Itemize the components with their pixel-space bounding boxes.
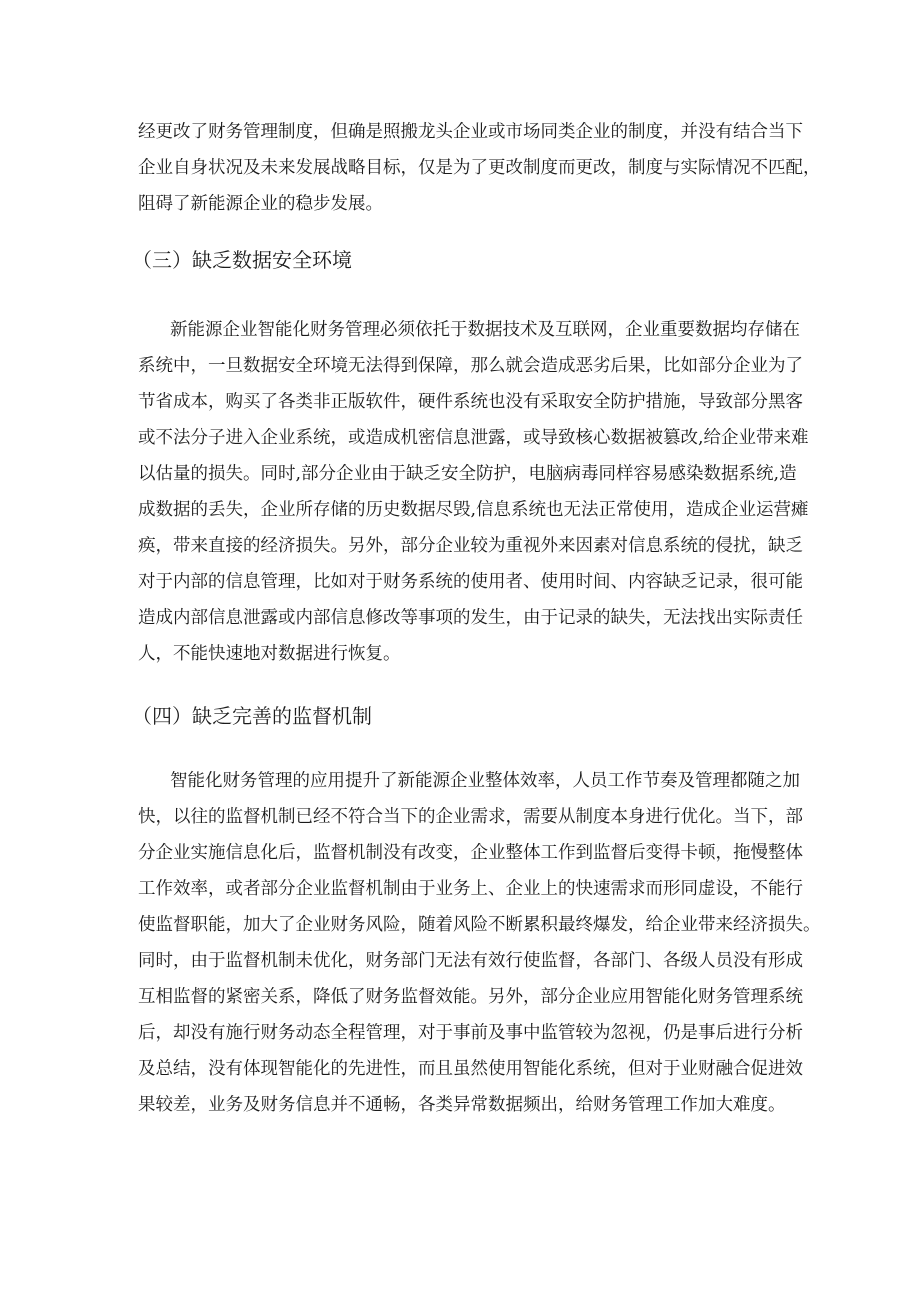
paragraph-line: 果较差，业务及财务信息并不通畅，各类异常数据频出，给财务管理工作加大难度。 — [138, 1095, 786, 1115]
paragraph-line: 阻碍了新能源企业的稳步发展。 — [138, 194, 383, 214]
paragraph-line: 企业自身状况及未来发展战略目标，仅是为了更改制度而更改，制度与实际情况不匹配， — [138, 158, 821, 178]
paragraph-line: 及总结，没有体现智能化的先进性，而且虽然使用智能化系统，但对于业财融合促进效 — [138, 1059, 803, 1079]
section-heading-3: （三）缺乏数据安全环境 — [132, 248, 352, 272]
paragraph-line: 同时，由于监督机制未优化，财务部门无法有效行使监督，各部门、各级人员没有形成 — [138, 951, 803, 971]
paragraph-line: 系统中，一旦数据安全环境无法得到保障，那么就会造成恶劣后果，比如部分企业为了 — [138, 356, 803, 376]
paragraph-line: 以估量的损失。同时,部分企业由于缺乏安全防护，电脑病毒同样容易感染数据系统,造 — [138, 464, 797, 484]
paragraph-line: 成数据的丢失，企业所存储的历史数据尽毁,信息系统也无法正常使用，造成企业运营瘫 — [138, 500, 809, 520]
paragraph-line: 人，不能快速地对数据进行恢复。 — [138, 644, 401, 664]
paragraph-line: 痪，带来直接的经济损失。另外，部分企业较为重视外来因素对信息系统的侵扰，缺乏 — [138, 536, 803, 556]
paragraph-line: 使监督职能，加大了企业财务风险，随着风险不断累积最终爆发，给企业带来经济损失。 — [138, 915, 821, 935]
paragraph-line: 后，却没有施行财务动态全程管理，对于事前及事中监管较为忽视，仍是事后进行分析 — [138, 1023, 803, 1043]
paragraph-line: 经更改了财务管理制度，但确是照搬龙头企业或市场同类企业的制度，并没有结合当下 — [138, 122, 803, 142]
paragraph-line: 或不法分子进入企业系统，或造成机密信息泄露，或导致核心数据被篡改,给企业带来难 — [138, 428, 809, 448]
paragraph-line: 智能化财务管理的应用提升了新能源企业整体效率，人员工作节奏及管理都随之加 — [170, 771, 800, 791]
section-heading-4: （四）缺乏完善的监督机制 — [132, 704, 372, 728]
paragraph-line: 节省成本，购买了各类非正版软件，硬件系统也没有采取安全防护措施，导致部分黑客 — [138, 392, 803, 412]
paragraph-line: 新能源企业智能化财务管理必须依托于数据技术及互联网，企业重要数据均存储在 — [170, 320, 800, 340]
paragraph-line: 分企业实施信息化后，监督机制没有改变，企业整体工作到监督后变得卡顿，拖慢整体 — [138, 843, 803, 863]
paragraph-line: 造成内部信息泄露或内部信息修改等事项的发生，由于记录的缺失，无法找出实际责任 — [138, 608, 803, 628]
paragraph-line: 工作效率，或者部分企业监督机制由于业务上、企业上的快速需求而形同虚设，不能行 — [138, 879, 803, 899]
paragraph-line: 对于内部的信息管理，比如对于财务系统的使用者、使用时间、内容缺乏记录，很可能 — [138, 572, 803, 592]
paragraph-line: 快，以往的监督机制已经不符合当下的企业需求，需要从制度本身进行优化。当下，部 — [138, 807, 803, 827]
paragraph-line: 互相监督的紧密关系，降低了财务监督效能。另外，部分企业应用智能化财务管理系统 — [138, 987, 803, 1007]
